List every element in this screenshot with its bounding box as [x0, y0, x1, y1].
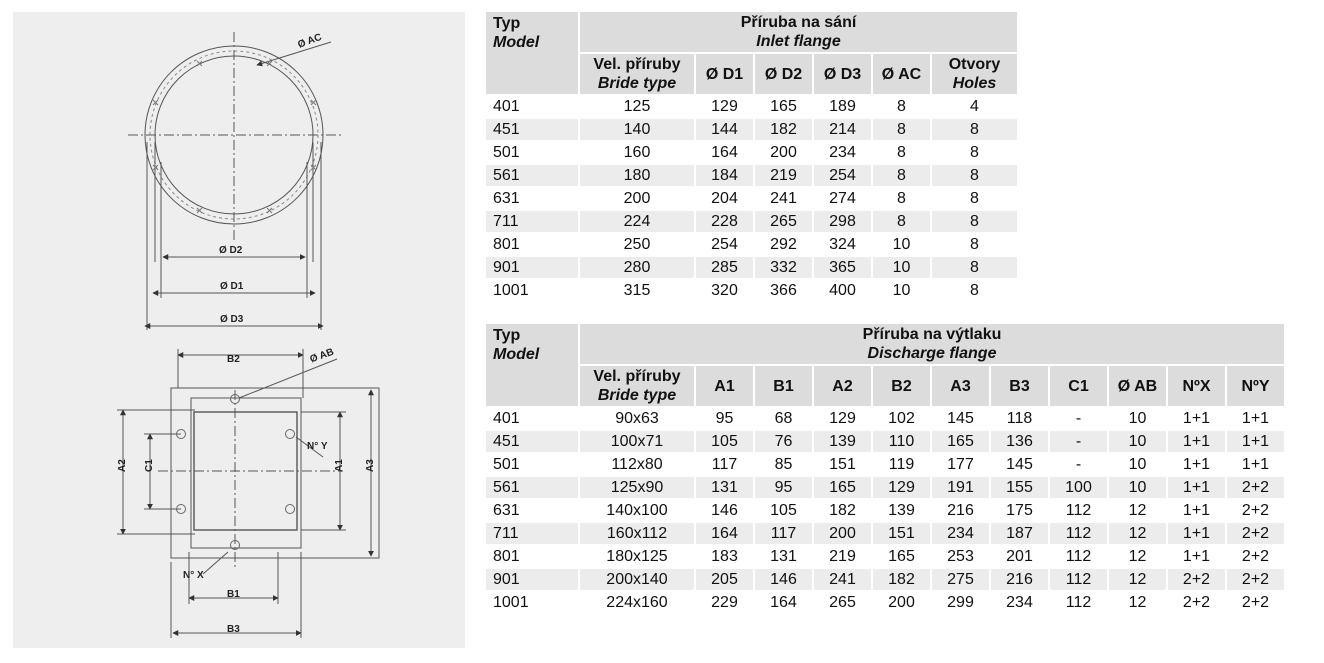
table-cell: 151 — [814, 454, 871, 475]
table-cell: 164 — [755, 592, 812, 613]
table-row — [486, 431, 1284, 452]
discharge-header-model-label: Model — [493, 346, 540, 363]
inlet-col-header: Ø D3 — [814, 54, 871, 94]
model-cell: 901 — [486, 257, 578, 278]
inlet-header-holes — [932, 54, 1017, 94]
inlet-header-model-label: Model — [493, 34, 540, 51]
table-cell: 400 — [814, 280, 871, 301]
flange-drawing — [13, 12, 465, 648]
model-cell: 451 — [486, 431, 578, 452]
table-cell: 76 — [755, 431, 812, 452]
table-cell: 254 — [696, 234, 753, 255]
table-cell: 275 — [932, 569, 989, 590]
table-cell: 165 — [755, 96, 812, 117]
table-cell: 234 — [991, 592, 1048, 613]
discharge-flange-drawing — [117, 346, 379, 638]
table-cell: 184 — [696, 165, 753, 186]
dim-label-ny: N° Y — [307, 441, 328, 452]
table-row — [486, 142, 1017, 163]
model-cell: 801 — [486, 546, 578, 567]
table-cell: 118 — [991, 408, 1048, 429]
model-cell: 1001 — [486, 280, 578, 301]
table-cell: 155 — [991, 477, 1048, 498]
table-cell: 8 — [932, 188, 1017, 209]
table-cell: 2+2 — [1168, 592, 1225, 613]
table-cell: 95 — [696, 408, 753, 429]
table-row — [486, 211, 1017, 232]
table-cell: 365 — [814, 257, 871, 278]
table-cell: 191 — [932, 477, 989, 498]
table-cell: 200 — [580, 188, 694, 209]
table-cell: 10 — [873, 234, 930, 255]
discharge-col-header: NºX — [1168, 366, 1225, 406]
table-cell: 332 — [755, 257, 812, 278]
table-cell: 119 — [873, 454, 930, 475]
discharge-col-header: C1 — [1050, 366, 1107, 406]
inlet-col-header: Ø D2 — [755, 54, 812, 94]
table-cell: 2+2 — [1227, 523, 1284, 544]
dim-label-b1: B1 — [227, 589, 240, 600]
table-cell: 280 — [580, 257, 694, 278]
dim-label-ab: Ø AB — [308, 346, 336, 366]
discharge-flange-table — [484, 322, 1286, 615]
table-cell: 219 — [755, 165, 812, 186]
table-cell: 165 — [814, 477, 871, 498]
table-row — [486, 257, 1017, 278]
table-cell: 164 — [696, 142, 753, 163]
table-row — [486, 408, 1284, 429]
table-cell: 10 — [873, 257, 930, 278]
table-cell: 8 — [873, 96, 930, 117]
model-cell: 631 — [486, 188, 578, 209]
inlet-header-model — [486, 12, 578, 94]
table-cell: 299 — [932, 592, 989, 613]
table-cell: 10 — [1109, 431, 1166, 452]
table-cell: 298 — [814, 211, 871, 232]
table-cell: 234 — [814, 142, 871, 163]
table-cell: 200 — [755, 142, 812, 163]
table-cell: 219 — [814, 546, 871, 567]
model-cell: 501 — [486, 454, 578, 475]
table-cell: 182 — [873, 569, 930, 590]
table-cell: 146 — [696, 500, 753, 521]
table-cell: 1+1 — [1168, 408, 1225, 429]
table-cell: 112 — [1050, 500, 1107, 521]
table-cell: 224 — [580, 211, 694, 232]
table-cell: 151 — [873, 523, 930, 544]
table-row — [486, 592, 1284, 613]
table-cell: 140 — [580, 119, 694, 140]
table-cell: 1+1 — [1168, 431, 1225, 452]
table-row — [486, 188, 1017, 209]
table-cell: 131 — [696, 477, 753, 498]
table-cell: 10 — [1109, 477, 1166, 498]
discharge-table-body — [486, 408, 1284, 613]
table-row — [486, 234, 1017, 255]
table-cell: 187 — [991, 523, 1048, 544]
table-cell: 8 — [932, 234, 1017, 255]
table-row — [486, 165, 1017, 186]
discharge-col-header: B3 — [991, 366, 1048, 406]
table-cell: 117 — [755, 523, 812, 544]
table-cell: 12 — [1109, 546, 1166, 567]
table-cell: 145 — [991, 454, 1048, 475]
table-cell: 8 — [873, 165, 930, 186]
model-cell: 901 — [486, 569, 578, 590]
table-cell: 1+1 — [1168, 523, 1225, 544]
table-cell: 200 — [814, 523, 871, 544]
table-cell: 131 — [755, 546, 812, 567]
table-cell: 165 — [873, 546, 930, 567]
table-cell: 180 — [580, 165, 694, 186]
table-cell: 8 — [932, 165, 1017, 186]
table-cell: 8 — [873, 119, 930, 140]
table-cell: 144 — [696, 119, 753, 140]
table-cell: 112 — [1050, 523, 1107, 544]
inlet-holes-label: Otvory — [948, 56, 1001, 73]
table-cell: 292 — [755, 234, 812, 255]
table-cell: 229 — [696, 592, 753, 613]
table-cell: 324 — [814, 234, 871, 255]
model-cell: 711 — [486, 211, 578, 232]
inlet-group-header — [580, 12, 1017, 52]
table-cell: 164 — [696, 523, 753, 544]
table-cell: 160x112 — [580, 523, 694, 544]
table-cell: 145 — [932, 408, 989, 429]
table-cell: 68 — [755, 408, 812, 429]
table-row — [486, 546, 1284, 567]
table-cell: 2+2 — [1227, 477, 1284, 498]
table-cell: 160 — [580, 142, 694, 163]
discharge-group-title: Příruba na výtlaku — [862, 326, 1002, 343]
table-row — [486, 477, 1284, 498]
discharge-col-header: B1 — [755, 366, 812, 406]
table-cell: 4 — [932, 96, 1017, 117]
table-cell: 189 — [814, 96, 871, 117]
inlet-bride-sublabel: Bride type — [597, 75, 677, 92]
table-cell: 8 — [932, 119, 1017, 140]
discharge-col-header: B2 — [873, 366, 930, 406]
table-cell: 100x71 — [580, 431, 694, 452]
table-cell: 182 — [755, 119, 812, 140]
table-cell: 95 — [755, 477, 812, 498]
table-cell: 182 — [814, 500, 871, 521]
dim-label-d1: Ø D1 — [220, 281, 244, 292]
table-cell: - — [1050, 431, 1107, 452]
table-cell: 105 — [755, 500, 812, 521]
table-cell: 12 — [1109, 523, 1166, 544]
table-cell: 265 — [755, 211, 812, 232]
table-cell: 129 — [814, 408, 871, 429]
table-cell: 8 — [932, 280, 1017, 301]
table-cell: 216 — [991, 569, 1048, 590]
discharge-col-header: Ø AB — [1109, 366, 1166, 406]
model-cell: 401 — [486, 96, 578, 117]
table-cell: 204 — [696, 188, 753, 209]
table-cell: - — [1050, 408, 1107, 429]
table-cell: 1+1 — [1168, 477, 1225, 498]
table-cell: 285 — [696, 257, 753, 278]
table-cell: 2+2 — [1227, 569, 1284, 590]
table-cell: 2+2 — [1227, 500, 1284, 521]
table-cell: 183 — [696, 546, 753, 567]
discharge-header-typ-label: Typ — [493, 327, 521, 344]
table-cell: 12 — [1109, 592, 1166, 613]
discharge-group-subtitle: Discharge flange — [867, 345, 997, 362]
table-row — [486, 500, 1284, 521]
table-cell: 125x90 — [580, 477, 694, 498]
table-cell: 139 — [873, 500, 930, 521]
table-cell: 224x160 — [580, 592, 694, 613]
discharge-group-header — [580, 324, 1284, 364]
table-cell: 2+2 — [1227, 592, 1284, 613]
dim-label-b3: B3 — [227, 624, 240, 635]
table-cell: 8 — [873, 188, 930, 209]
inlet-group-subtitle: Inlet flange — [756, 33, 841, 50]
table-cell: 105 — [696, 431, 753, 452]
table-cell: 8 — [932, 257, 1017, 278]
dim-label-b2: B2 — [227, 354, 240, 365]
table-cell: 102 — [873, 408, 930, 429]
table-cell: 8 — [932, 142, 1017, 163]
table-cell: 2+2 — [1227, 546, 1284, 567]
table-cell: 110 — [873, 431, 930, 452]
table-cell: 85 — [755, 454, 812, 475]
table-cell: 216 — [932, 500, 989, 521]
table-cell: 177 — [932, 454, 989, 475]
technical-drawing-panel — [13, 12, 465, 648]
inlet-holes-sublabel: Holes — [952, 75, 997, 92]
model-cell: 711 — [486, 523, 578, 544]
discharge-col-header: A1 — [696, 366, 753, 406]
table-cell: 201 — [991, 546, 1048, 567]
table-cell: 265 — [814, 592, 871, 613]
table-cell: 234 — [932, 523, 989, 544]
table-cell: 10 — [1109, 408, 1166, 429]
table-cell: 214 — [814, 119, 871, 140]
table-cell: 1+1 — [1168, 546, 1225, 567]
dim-label-d3: Ø D3 — [220, 314, 244, 325]
table-cell: 10 — [873, 280, 930, 301]
table-cell: 129 — [873, 477, 930, 498]
table-cell: 2+2 — [1168, 569, 1225, 590]
table-cell: 100 — [1050, 477, 1107, 498]
table-cell: 241 — [814, 569, 871, 590]
discharge-header-bride — [580, 366, 694, 406]
table-cell: 320 — [696, 280, 753, 301]
model-cell: 1001 — [486, 592, 578, 613]
table-cell: 8 — [932, 211, 1017, 232]
model-cell: 401 — [486, 408, 578, 429]
table-row — [486, 280, 1017, 301]
table-cell: 112 — [1050, 546, 1107, 567]
table-cell: 241 — [755, 188, 812, 209]
table-cell: 1+1 — [1227, 408, 1284, 429]
table-cell: 1+1 — [1227, 454, 1284, 475]
model-cell: 631 — [486, 500, 578, 521]
dim-label-nx: N° X — [183, 570, 204, 581]
table-cell: 112 — [1050, 569, 1107, 590]
table-cell: - — [1050, 454, 1107, 475]
table-cell: 8 — [873, 211, 930, 232]
discharge-header-model — [486, 324, 578, 406]
table-cell: 12 — [1109, 500, 1166, 521]
model-cell: 801 — [486, 234, 578, 255]
table-cell: 139 — [814, 431, 871, 452]
table-cell: 140x100 — [580, 500, 694, 521]
discharge-col-header: A3 — [932, 366, 989, 406]
table-row — [486, 454, 1284, 475]
table-row — [486, 96, 1017, 117]
table-cell: 366 — [755, 280, 812, 301]
dim-label-a1: A1 — [334, 459, 345, 472]
table-cell: 253 — [932, 546, 989, 567]
table-cell: 129 — [696, 96, 753, 117]
table-cell: 315 — [580, 280, 694, 301]
discharge-col-header: NºY — [1227, 366, 1284, 406]
table-cell: 117 — [696, 454, 753, 475]
dim-label-c1: C1 — [144, 459, 155, 472]
table-cell: 180x125 — [580, 546, 694, 567]
table-cell: 175 — [991, 500, 1048, 521]
table-cell: 90x63 — [580, 408, 694, 429]
discharge-col-header: A2 — [814, 366, 871, 406]
discharge-bride-label: Vel. příruby — [593, 368, 681, 385]
dim-label-a2: A2 — [117, 459, 128, 472]
model-cell: 451 — [486, 119, 578, 140]
table-row — [486, 523, 1284, 544]
table-cell: 205 — [696, 569, 753, 590]
table-row — [486, 119, 1017, 140]
model-cell: 501 — [486, 142, 578, 163]
table-cell: 1+1 — [1168, 500, 1225, 521]
table-cell: 1+1 — [1168, 454, 1225, 475]
table-cell: 10 — [1109, 454, 1166, 475]
inlet-table-body — [486, 96, 1017, 301]
table-cell: 8 — [873, 142, 930, 163]
table-row — [486, 569, 1284, 590]
inlet-header-bride — [580, 54, 694, 94]
inlet-group-title: Příruba na sání — [740, 14, 857, 31]
table-cell: 200 — [873, 592, 930, 613]
model-cell: 561 — [486, 165, 578, 186]
table-cell: 146 — [755, 569, 812, 590]
table-cell: 12 — [1109, 569, 1166, 590]
table-cell: 200x140 — [580, 569, 694, 590]
table-cell: 125 — [580, 96, 694, 117]
inlet-col-header: Ø AC — [873, 54, 930, 94]
table-cell: 274 — [814, 188, 871, 209]
inlet-flange-table — [484, 10, 1019, 303]
table-cell: 136 — [991, 431, 1048, 452]
table-cell: 112 — [1050, 592, 1107, 613]
inlet-header-typ-label: Typ — [493, 15, 521, 32]
table-cell: 228 — [696, 211, 753, 232]
dim-label-ac: Ø AC — [296, 31, 324, 51]
discharge-bride-sublabel: Bride type — [597, 387, 677, 404]
table-cell: 254 — [814, 165, 871, 186]
table-cell: 250 — [580, 234, 694, 255]
inlet-bride-label: Vel. příruby — [593, 56, 681, 73]
table-cell: 112x80 — [580, 454, 694, 475]
table-cell: 165 — [932, 431, 989, 452]
table-cell: 1+1 — [1227, 431, 1284, 452]
dim-label-a3: A3 — [365, 459, 376, 472]
dim-label-d2: Ø D2 — [219, 245, 243, 256]
model-cell: 561 — [486, 477, 578, 498]
inlet-col-header: Ø D1 — [696, 54, 753, 94]
